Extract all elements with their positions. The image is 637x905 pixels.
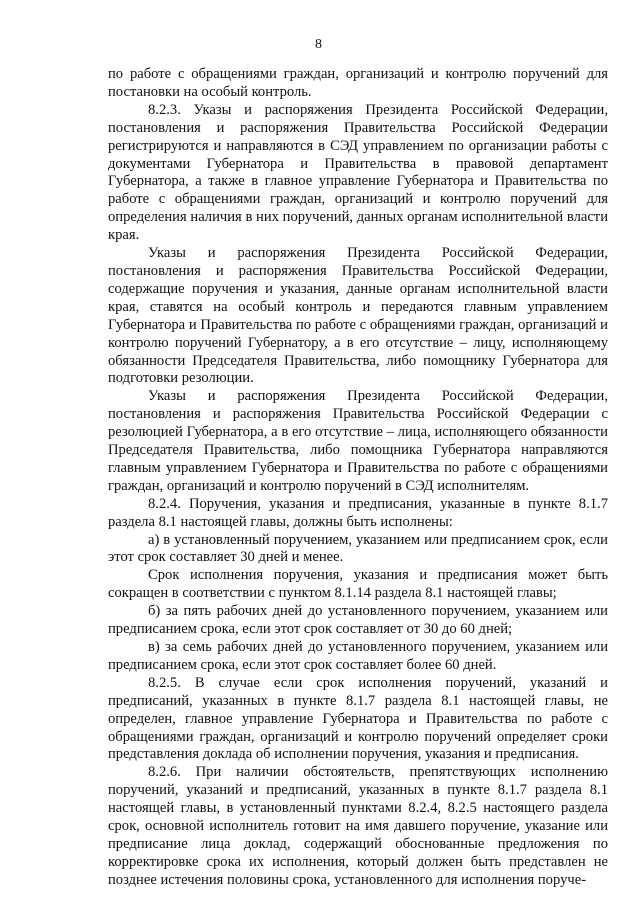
paragraph-continuation: по работе с обращениями граждан, организаций и контролю поручений для постановки на особый контроль.: [108, 66, 608, 100]
paragraph-8-2-4: 8.2.4. Поручения, указания и предписания, указанные в пункте 8.1.7 раздела 8.1 настоящей главы, должны быть исполнены:: [108, 495, 608, 530]
paragraph-item-v: в) за семь рабочих дней до установленного поручением, указанием или предписанием срока, если этот срок составляет более 60 дней.: [108, 639, 608, 673]
paragraph-term-reduction: Срок исполнения поручения, указания и предписания может быть сокращен в соответствии с пунктом 8.1.14 раздела 8.1 настоящей главы;: [108, 567, 608, 602]
paragraph-decrees-resolution: Указы и распоряжения Президента Российской Федерации, постановления и распоряжения Правительства Российской Федерации с резолюцией Губернатора, а в его отсутствие – лица, исполняющего обязанности Председателя Правительства, либо помощника Губернатора направляются главным управлением Губернатора и Правительства по работе с обращениями граждан, организаций и контролю поручений в СЭД исполнителям.: [108, 388, 608, 494]
paragraph-item-a: а) в установленный поручением, указанием или предписанием срок, если этот срок составляет 30 дней и менее.: [108, 531, 608, 566]
page-number: 8: [315, 37, 322, 52]
paragraph-8-2-5: 8.2.5. В случае если срок исполнения поручений, указаний и предписаний, указанных в пункте 8.1.7 раздела 8.1 настоящей главы, не определен, главное управление Губернатора и Правительства по работе с обращениями граждан, организаций и контролю поручений определяет сроки представления доклада об исполнении поручения, указания и предписания.: [108, 674, 608, 763]
paragraph-item-b: б) за пять рабочих дней до установленного поручением, указанием или предписанием срока, если этот срок составляет от 30 до 60 дней;: [108, 603, 608, 638]
document-body: [108, 66, 608, 890]
paragraph-8-2-6: 8.2.6. При наличии обстоятельств, препятствующих исполнению поручений, указаний и предписаний, указанных в пункте 8.1.7 раздела 8.1 настоящей главы, в установленный пунктами 8.2.4, 8.2.5 настоящего раздела срок, основной исполнитель готовит на имя давшего поручение, указание или предписание лица доклад, содержащий обоснованные предложения по корректировке срока их исполнения, который должен быть представлен не позднее истечения половины срока, установленного для исполнения поруче-: [108, 764, 608, 888]
paragraph-8-2-3: 8.2.3. Указы и распоряжения Президента Российской Федерации, постановления и распоряжения Правительства Российской Федерации регистрируются и направляются в СЭД управлением по организации работы с документами Губернатора и Правительства в правовой департамент Губернатора, а также в главное управление Губернатора и Правительства по работе с обращениями граждан, организаций и контролю поручений для определения наличия в них поручений, данных органам исполнительной власти края.: [108, 101, 608, 244]
paragraph-decrees-control: Указы и распоряжения Президента Российской Федерации, постановления и распоряжения Правительства Российской Федерации, содержащие поручения и указания, данные органам исполнительной власти края, ставятся на особый контроль и передаются главным управлением Губернатора и Правительства по работе с обращениями граждан, организаций и контролю поручений Губернатору, а в его отсутствие – лицу, исполняющему обязанности Председателя Правительства, либо помощнику Губернатора для подготовки резолюции.: [108, 245, 608, 387]
